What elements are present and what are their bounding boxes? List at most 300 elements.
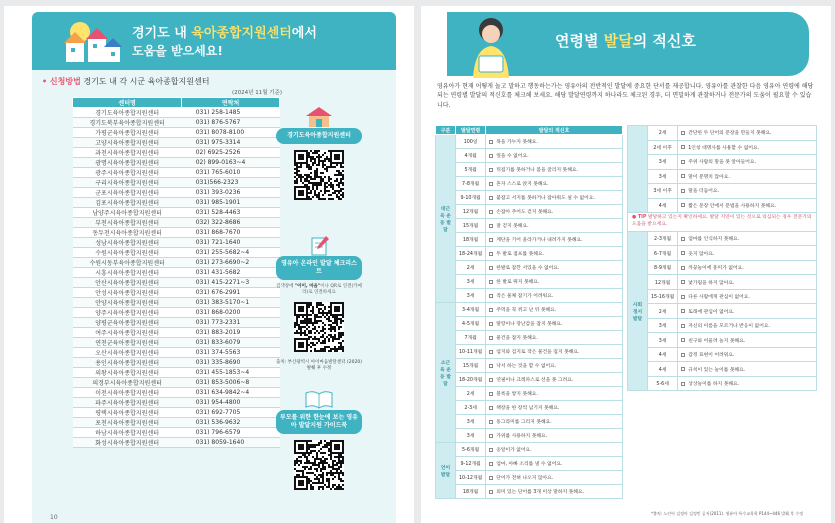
source-note: 출처: 부산광역시 아이마음발달센터 (2020) 발췌 후 수정 bbox=[276, 360, 362, 372]
left-header bbox=[32, 12, 396, 70]
age-cell: 18개월 bbox=[456, 485, 486, 499]
center-name: 경기도북부육아종합지원센터 bbox=[73, 118, 182, 128]
table-row bbox=[73, 438, 280, 448]
center-name: 동두천시육아종합지원센터 bbox=[73, 228, 182, 238]
center-name: 오산시육아종합지원센터 bbox=[73, 348, 182, 358]
qr-code-icon[interactable] bbox=[294, 440, 344, 490]
checkbox-icon[interactable] bbox=[489, 392, 493, 396]
center-name: 여주시육아종합지원센터 bbox=[73, 328, 182, 338]
table-row bbox=[73, 288, 280, 298]
table-row bbox=[436, 345, 623, 359]
table-row bbox=[73, 348, 280, 358]
sign-text: 작은 물체 잡기가 어려워요. bbox=[496, 294, 554, 299]
sign-cell bbox=[678, 231, 817, 246]
sign-cell bbox=[486, 443, 623, 457]
center-phone: 031) 954-4800 bbox=[182, 398, 280, 408]
sign-cell bbox=[678, 275, 817, 290]
table-row bbox=[628, 333, 817, 348]
table-row bbox=[73, 318, 280, 328]
age-cell: 15-16개월 bbox=[648, 289, 678, 304]
center-name: 시흥시육아종합지원센터 bbox=[73, 268, 182, 278]
table-row bbox=[436, 247, 623, 261]
center-name: 의정부시육아종합지원센터 bbox=[73, 378, 182, 388]
center-name: 안산시육아종합지원센터 bbox=[73, 278, 182, 288]
table-row bbox=[628, 140, 817, 155]
center-name: 수원시육아종합지원센터 bbox=[73, 248, 182, 258]
qr-label-center: 경기도육아종합지원센터 bbox=[276, 128, 362, 144]
table-row bbox=[73, 328, 280, 338]
sign-cell bbox=[678, 347, 817, 362]
age-cell: 4세 bbox=[648, 198, 678, 213]
table-row bbox=[628, 126, 817, 141]
center-name: 양주시육아종합지원센터 bbox=[73, 308, 182, 318]
table-row bbox=[436, 429, 623, 443]
sign-cell bbox=[678, 155, 817, 170]
sign-text: 규칙이 있는 놀이를 못해요. bbox=[688, 367, 746, 373]
table-row bbox=[628, 289, 817, 304]
sign-cell bbox=[678, 198, 817, 213]
checkbox-icon[interactable] bbox=[489, 364, 493, 368]
age-cell: 4세 bbox=[648, 347, 678, 362]
table-row bbox=[73, 188, 280, 198]
center-phone: 031) 773-2331 bbox=[182, 318, 280, 328]
sign-text: 낯가림을 하지 않아요. bbox=[688, 280, 735, 286]
table-row bbox=[73, 158, 280, 168]
sign-text: 가위를 사용하지 못해요. bbox=[496, 434, 548, 439]
center-phone: 031) 374-5563 bbox=[182, 348, 280, 358]
checkbox-icon[interactable] bbox=[681, 251, 685, 255]
table-row bbox=[436, 331, 623, 345]
sign-cell bbox=[678, 169, 817, 184]
sign-cell bbox=[486, 219, 623, 233]
center-name: 수원시동부육아종합지원센터 bbox=[73, 258, 182, 268]
page-number: 10 bbox=[50, 514, 58, 521]
category-header: 구분 bbox=[436, 126, 456, 135]
age-cell: 2세 bbox=[648, 126, 678, 141]
center-name: 경기도육아종합지원센터 bbox=[73, 108, 182, 118]
age-cell: 5-6세 bbox=[648, 376, 678, 391]
tip-row bbox=[628, 213, 817, 232]
sign-cell bbox=[486, 457, 623, 471]
table-row bbox=[628, 260, 817, 275]
age-cell: 3세 이후 bbox=[648, 184, 678, 199]
checkbox-icon[interactable] bbox=[489, 252, 493, 256]
age-cell: 2세 이후 bbox=[648, 140, 678, 155]
table-row bbox=[73, 238, 280, 248]
center-phone: 02) 6925-2526 bbox=[182, 148, 280, 158]
center-name: 포천시육아종합지원센터 bbox=[73, 418, 182, 428]
center-phone: 031)566-2323 bbox=[182, 178, 280, 188]
sign-cell bbox=[486, 261, 623, 275]
age-cell: 3세 bbox=[456, 429, 486, 443]
sign-cell bbox=[486, 415, 623, 429]
left-title-line1: 경기도 내 육아종합지원센터에서 bbox=[132, 26, 317, 41]
table-row bbox=[436, 303, 623, 317]
age-cell: 15개월 bbox=[456, 359, 486, 373]
checkbox-icon[interactable] bbox=[681, 353, 685, 357]
sign-cell bbox=[678, 318, 817, 333]
sign-text: 1인칭 대명사를 사용할 수 없어요. bbox=[688, 145, 760, 151]
sign-cell bbox=[486, 303, 623, 317]
sign-text: 엄마를 인식하지 못해요. bbox=[688, 237, 740, 243]
sign-text: 낙서 하는 것을 할 수 없어요. bbox=[496, 364, 557, 369]
center-phone: 031) 975-3314 bbox=[182, 138, 280, 148]
age-cell: 7개월 bbox=[456, 331, 486, 345]
checkbox-icon[interactable] bbox=[489, 168, 493, 172]
center-phone: 031) 273-6690~2 bbox=[182, 258, 280, 268]
center-phone: 031) 255-5682~4 bbox=[182, 248, 280, 258]
center-name: 연천군육아종합지원센터 bbox=[73, 338, 182, 348]
checkbox-icon[interactable] bbox=[489, 448, 493, 452]
qr-block-checklist bbox=[276, 234, 362, 373]
sign-cell bbox=[678, 304, 817, 319]
center-table bbox=[72, 97, 280, 448]
checkbox-icon[interactable] bbox=[681, 237, 685, 241]
checkbox-icon[interactable] bbox=[489, 350, 493, 354]
checkbox-icon[interactable] bbox=[681, 266, 685, 270]
checkbox-icon[interactable] bbox=[681, 280, 685, 284]
category-cell: 소근육 운동 발달 bbox=[436, 303, 456, 443]
checkbox-icon[interactable] bbox=[681, 189, 685, 193]
sign-cell bbox=[486, 177, 623, 191]
sign-cell bbox=[486, 233, 623, 247]
checkbox-icon[interactable] bbox=[681, 295, 685, 299]
table-row bbox=[73, 228, 280, 238]
table-row bbox=[436, 233, 623, 247]
center-name: 이천시육아종합지원센터 bbox=[73, 388, 182, 398]
checkbox-icon[interactable] bbox=[681, 324, 685, 328]
sign-text: 간단한 두 단어의 문장을 만들지 못해요. bbox=[688, 131, 772, 137]
table-row bbox=[73, 208, 280, 218]
checkbox-icon[interactable] bbox=[489, 154, 493, 158]
table-row bbox=[73, 338, 280, 348]
table-row bbox=[73, 388, 280, 398]
center-phone: 031) 853-5006~8 bbox=[182, 378, 280, 388]
sign-cell bbox=[678, 333, 817, 348]
center-name: 부천시육아종합지원센터 bbox=[73, 218, 182, 228]
table-row bbox=[436, 191, 623, 205]
center-name: 하남시육아종합지원센터 bbox=[73, 428, 182, 438]
sign-text: 옹알이가 없어요. bbox=[496, 448, 532, 453]
center-phone: 031) 876-5767 bbox=[182, 118, 280, 128]
sign-cell bbox=[678, 362, 817, 377]
checkbox-icon[interactable] bbox=[489, 140, 493, 144]
checkbox-icon[interactable] bbox=[489, 406, 493, 410]
age-cell: 100일 bbox=[456, 135, 486, 149]
sign-cell bbox=[486, 163, 623, 177]
sign-cell bbox=[486, 485, 623, 499]
checkbox-icon[interactable] bbox=[489, 224, 493, 228]
table-row bbox=[73, 368, 280, 378]
sign-text: 또래에 관심이 없어요. bbox=[688, 309, 735, 315]
left-page bbox=[4, 6, 414, 523]
checkbox-icon[interactable] bbox=[489, 462, 493, 466]
age-cell: 2세 bbox=[456, 261, 486, 275]
sign-cell bbox=[486, 289, 623, 303]
center-phone: 031) 8078-8100 bbox=[182, 128, 280, 138]
center-phone: 031) 455-1853~4 bbox=[182, 368, 280, 378]
sign-cell bbox=[486, 149, 623, 163]
checkbox-icon[interactable] bbox=[681, 174, 685, 178]
sign-text: 붙잡고 서지를 못하거나 잡아줘도 설 수 없어요. bbox=[496, 196, 595, 201]
center-name: 가평군육아종합지원센터 bbox=[73, 128, 182, 138]
sign-text: 까꿍놀이에 흥미가 없어요. bbox=[688, 266, 744, 272]
table-row bbox=[436, 415, 623, 429]
center-name: 화성시육아종합지원센터 bbox=[73, 438, 182, 448]
checkbox-icon[interactable] bbox=[489, 196, 493, 200]
age-cell: 3세 bbox=[648, 333, 678, 348]
table-row bbox=[436, 387, 623, 401]
table-row bbox=[628, 184, 817, 199]
sign-text: 친구와 어울려 놀지 못해요. bbox=[688, 338, 746, 344]
table-row bbox=[73, 148, 280, 158]
sign-cell bbox=[486, 247, 623, 261]
center-phone: 031) 796-6579 bbox=[182, 428, 280, 438]
center-name: 파주시육아종합지원센터 bbox=[73, 398, 182, 408]
sign-text: 물건을 잡지 못해요. bbox=[496, 336, 538, 341]
age-cell: 3세 bbox=[456, 415, 486, 429]
qr-label-guidebook: 부모를 위한 한눈에 보는 영유아 발달지원 가이드북 bbox=[276, 410, 362, 434]
center-phone: 031) 536-9632 bbox=[182, 418, 280, 428]
table-row bbox=[436, 289, 623, 303]
age-cell: 3세 bbox=[456, 275, 486, 289]
table-row bbox=[436, 317, 623, 331]
age-header: 발달연령 bbox=[456, 126, 486, 135]
age-cell: 5-6개월 bbox=[456, 443, 486, 457]
age-cell: 2-3세 bbox=[456, 401, 486, 415]
center-phone: 031) 868-7670 bbox=[182, 228, 280, 238]
sign-text: 자신의 이름을 모르거나 반응이 없어요. bbox=[688, 324, 770, 330]
table-row bbox=[73, 218, 280, 228]
checkbox-icon[interactable] bbox=[681, 367, 685, 371]
sign-cell bbox=[678, 140, 817, 155]
checkbox-icon[interactable] bbox=[489, 182, 493, 186]
table-row bbox=[436, 401, 623, 415]
sign-text: 잘 걷지 못해요. bbox=[496, 224, 529, 229]
checkbox-icon[interactable] bbox=[489, 308, 493, 312]
table-row bbox=[436, 373, 623, 387]
category-cell: 사회 정서 발달 bbox=[628, 231, 648, 391]
age-cell: 10-12개월 bbox=[456, 471, 486, 485]
tip-label: ● TIP bbox=[632, 215, 647, 220]
age-cell: 3세 bbox=[648, 155, 678, 170]
sign-text: 엎을 수 없어요. bbox=[496, 154, 529, 159]
checkbox-icon[interactable] bbox=[681, 145, 685, 149]
age-cell: 12개월 bbox=[456, 205, 486, 219]
center-phone: 031) 258-1485 bbox=[182, 108, 280, 118]
sign-cell bbox=[486, 373, 623, 387]
table-row bbox=[73, 138, 280, 148]
checkbox-icon[interactable] bbox=[681, 338, 685, 342]
sign-text: 두 발로 점프를 못해요. bbox=[496, 252, 545, 257]
table-row bbox=[436, 485, 623, 499]
age-cell: 4-5개월 bbox=[456, 317, 486, 331]
center-phone: 031) 676-2991 bbox=[182, 288, 280, 298]
sign-text: 책장을 한 장씩 넘기지 못해요. bbox=[496, 406, 560, 411]
table-row bbox=[628, 275, 817, 290]
center-phone: 031) 868-0200 bbox=[182, 308, 280, 318]
checkbox-icon[interactable] bbox=[681, 309, 685, 313]
sign-text: 다른 사람에게 관심이 없어요. bbox=[688, 295, 750, 301]
checkbox-icon[interactable] bbox=[489, 336, 493, 340]
checkbox-icon[interactable] bbox=[489, 378, 493, 382]
table-row bbox=[73, 178, 280, 188]
qr-code-icon[interactable] bbox=[294, 150, 344, 200]
signs-table-left bbox=[435, 125, 623, 499]
sign-cell bbox=[486, 205, 623, 219]
checkbox-icon[interactable] bbox=[489, 322, 493, 326]
checkbox-icon[interactable] bbox=[489, 420, 493, 424]
table-row bbox=[73, 248, 280, 258]
woman-illustration-icon bbox=[451, 12, 531, 78]
table-row bbox=[73, 358, 280, 368]
center-phone: 031) 528-4463 bbox=[182, 208, 280, 218]
checkbox-icon[interactable] bbox=[681, 160, 685, 164]
center-name: 의왕시육아종합지원센터 bbox=[73, 368, 182, 378]
checkbox-icon[interactable] bbox=[681, 131, 685, 135]
sign-text: 혼자 스스로 앉지 못해요. bbox=[496, 182, 549, 187]
checkbox-icon[interactable] bbox=[489, 476, 493, 480]
table-row bbox=[628, 231, 817, 246]
table-row bbox=[628, 347, 817, 362]
sign-cell bbox=[678, 246, 817, 261]
sign-text: 한 발로 뛰지 못해요. bbox=[496, 280, 540, 285]
center-name: 평택시육아종합지원센터 bbox=[73, 408, 182, 418]
table-row bbox=[628, 246, 817, 261]
pencil-icon bbox=[302, 234, 336, 256]
center-name: 양평군육아종합지원센터 bbox=[73, 318, 182, 328]
sign-cell bbox=[486, 387, 623, 401]
sign-text: 짧은 문장 안에서 문법을 사용하지 못해요. bbox=[688, 203, 777, 209]
sign-cell bbox=[486, 359, 623, 373]
sign-cell bbox=[486, 401, 623, 415]
qr-code-icon[interactable] bbox=[294, 302, 344, 352]
sign-cell bbox=[678, 289, 817, 304]
age-cell: 2세 bbox=[456, 387, 486, 401]
sign-text: 의미 있는 단어를 3개 이상 말하지 못해요. bbox=[496, 490, 585, 495]
sign-text: 블록을 쌓지 못해요. bbox=[496, 392, 538, 397]
center-name: 구리시육아종합지원센터 bbox=[73, 178, 182, 188]
table-row bbox=[73, 428, 280, 438]
center-name: 김포시육아종합지원센터 bbox=[73, 198, 182, 208]
signs-table-right bbox=[627, 125, 817, 391]
table-row bbox=[436, 149, 623, 163]
left-title-line2: 도움을 받으세요! bbox=[132, 44, 223, 58]
table-row bbox=[436, 443, 623, 457]
sign-cell bbox=[486, 429, 623, 443]
sign-text: 계단을 기어 올라가거나 내려가지 못해요. bbox=[496, 238, 583, 243]
sign-cell bbox=[678, 184, 817, 199]
tip-text: 발달하고 있는지 확인하세요. 발달 지연이 있는 것으로 의심되는 경우 전문가의 도움을 받으세요. bbox=[632, 215, 812, 227]
age-cell: 15개월 bbox=[456, 219, 486, 233]
age-cell: 2세 bbox=[648, 304, 678, 319]
sign-cell bbox=[678, 260, 817, 275]
sign-text: 감정 표현이 어려워요. bbox=[688, 353, 735, 359]
center-phone: 031) 721-1640 bbox=[182, 238, 280, 248]
qr-block-guidebook bbox=[276, 388, 362, 494]
checkbox-icon[interactable] bbox=[489, 266, 493, 270]
houses-illustration-icon bbox=[58, 16, 124, 68]
table-row bbox=[436, 177, 623, 191]
checkbox-icon[interactable] bbox=[489, 434, 493, 438]
sign-text: 딸랑이나 장난감을 잡지 못해요. bbox=[496, 322, 563, 327]
center-name-header: 센터명 bbox=[73, 98, 182, 108]
apply-method: • 신청방법 경기도 내 각 시군 육아종합지원센터 bbox=[42, 77, 210, 86]
table-row bbox=[628, 169, 817, 184]
sign-cell bbox=[486, 135, 623, 149]
center-name: 군포시육아종합지원센터 bbox=[73, 188, 182, 198]
checkbox-icon[interactable] bbox=[489, 280, 493, 284]
age-cell: 2-3개월 bbox=[648, 231, 678, 246]
center-name: 과천시육아종합지원센터 bbox=[73, 148, 182, 158]
age-cell: 7-8개월 bbox=[456, 177, 486, 191]
sign-text: 단어가 전혀 나오지 않아요. bbox=[496, 476, 554, 481]
checkbox-icon[interactable] bbox=[681, 382, 685, 386]
table-row bbox=[436, 275, 623, 289]
sign-cell bbox=[486, 331, 623, 345]
center-name: 성남시육아종합지원센터 bbox=[73, 238, 182, 248]
table-row bbox=[73, 108, 280, 118]
table-row bbox=[628, 318, 817, 333]
checkbox-icon[interactable] bbox=[489, 210, 493, 214]
center-phone: 031) 431-5682 bbox=[182, 268, 280, 278]
center-phone: 031) 393-0236 bbox=[182, 188, 280, 198]
checkbox-icon[interactable] bbox=[489, 490, 493, 494]
house-icon bbox=[302, 106, 336, 128]
center-name: 광명시육아종합지원센터 bbox=[73, 158, 182, 168]
sign-text: 말이 분명치 않아요. bbox=[688, 174, 730, 180]
age-cell: 8-9개월 bbox=[648, 260, 678, 275]
table-row bbox=[73, 128, 280, 138]
table-row bbox=[628, 155, 817, 170]
qr-note-checklist: 검색창에 "아이, 마음"이나 QR로 연결(카메라)로 연결하세요 bbox=[276, 283, 362, 295]
checkbox-icon[interactable] bbox=[681, 203, 685, 207]
sign-cell bbox=[678, 126, 817, 141]
table-row bbox=[73, 298, 280, 308]
category-cell: 대근육 운동 발달 bbox=[436, 135, 456, 303]
center-name: 안양시육아종합지원센터 bbox=[73, 298, 182, 308]
age-cell: 3세 bbox=[456, 289, 486, 303]
checkbox-icon[interactable] bbox=[489, 238, 493, 242]
table-row bbox=[628, 304, 817, 319]
center-phone: 031) 692-7705 bbox=[182, 408, 280, 418]
right-intro: 영유아가 현재 어떻게 놀고 말하고 행동하는가는 영유아의 전반적인 발달에 중요한 단서를 제공합니다. 영유아를 관찰한 다음 영유아 연령에 해당되는 연령별 발달의 적신호를 체크해 보세요. 해당 발달연령까지 하나라도 체크된 경우, 더 면밀하게 관찰하거나 전문가의 도움이 필요할 수 있습니다. bbox=[437, 83, 814, 109]
sign-cell bbox=[678, 376, 817, 391]
sign-text: 엄지와 검지로 작은 물건을 집지 못해요. bbox=[496, 350, 580, 355]
sign-text: 뒤집기를 못하거나 몸을 굴리지 못해요. bbox=[496, 168, 578, 173]
age-cell: 18-20개월 bbox=[456, 373, 486, 387]
sign-text: 말을 더듬어요. bbox=[688, 189, 720, 195]
age-cell: 18-24개월 bbox=[456, 247, 486, 261]
age-cell: 4개월 bbox=[456, 149, 486, 163]
center-phone: 032) 322-8686 bbox=[182, 218, 280, 228]
age-cell: 6-7개월 bbox=[648, 246, 678, 261]
center-phone-header: 연락처 bbox=[182, 98, 280, 108]
table-row bbox=[628, 362, 817, 377]
table-row bbox=[73, 118, 280, 128]
center-phone: 02) 899-0163~4 bbox=[182, 158, 280, 168]
age-cell: 9-10개월 bbox=[456, 191, 486, 205]
table-row bbox=[73, 308, 280, 318]
center-phone: 031) 883-2019 bbox=[182, 328, 280, 338]
center-phone: 031) 985-1901 bbox=[182, 198, 280, 208]
sign-text: 손잡아 주어도 걷지 못해요. bbox=[496, 210, 554, 215]
right-title: 연령별 발달의 적신호 bbox=[555, 32, 696, 50]
checkbox-icon[interactable] bbox=[489, 294, 493, 298]
table-row bbox=[73, 398, 280, 408]
table-row bbox=[73, 198, 280, 208]
sign-text: 목을 가누지 못해요. bbox=[496, 140, 538, 145]
